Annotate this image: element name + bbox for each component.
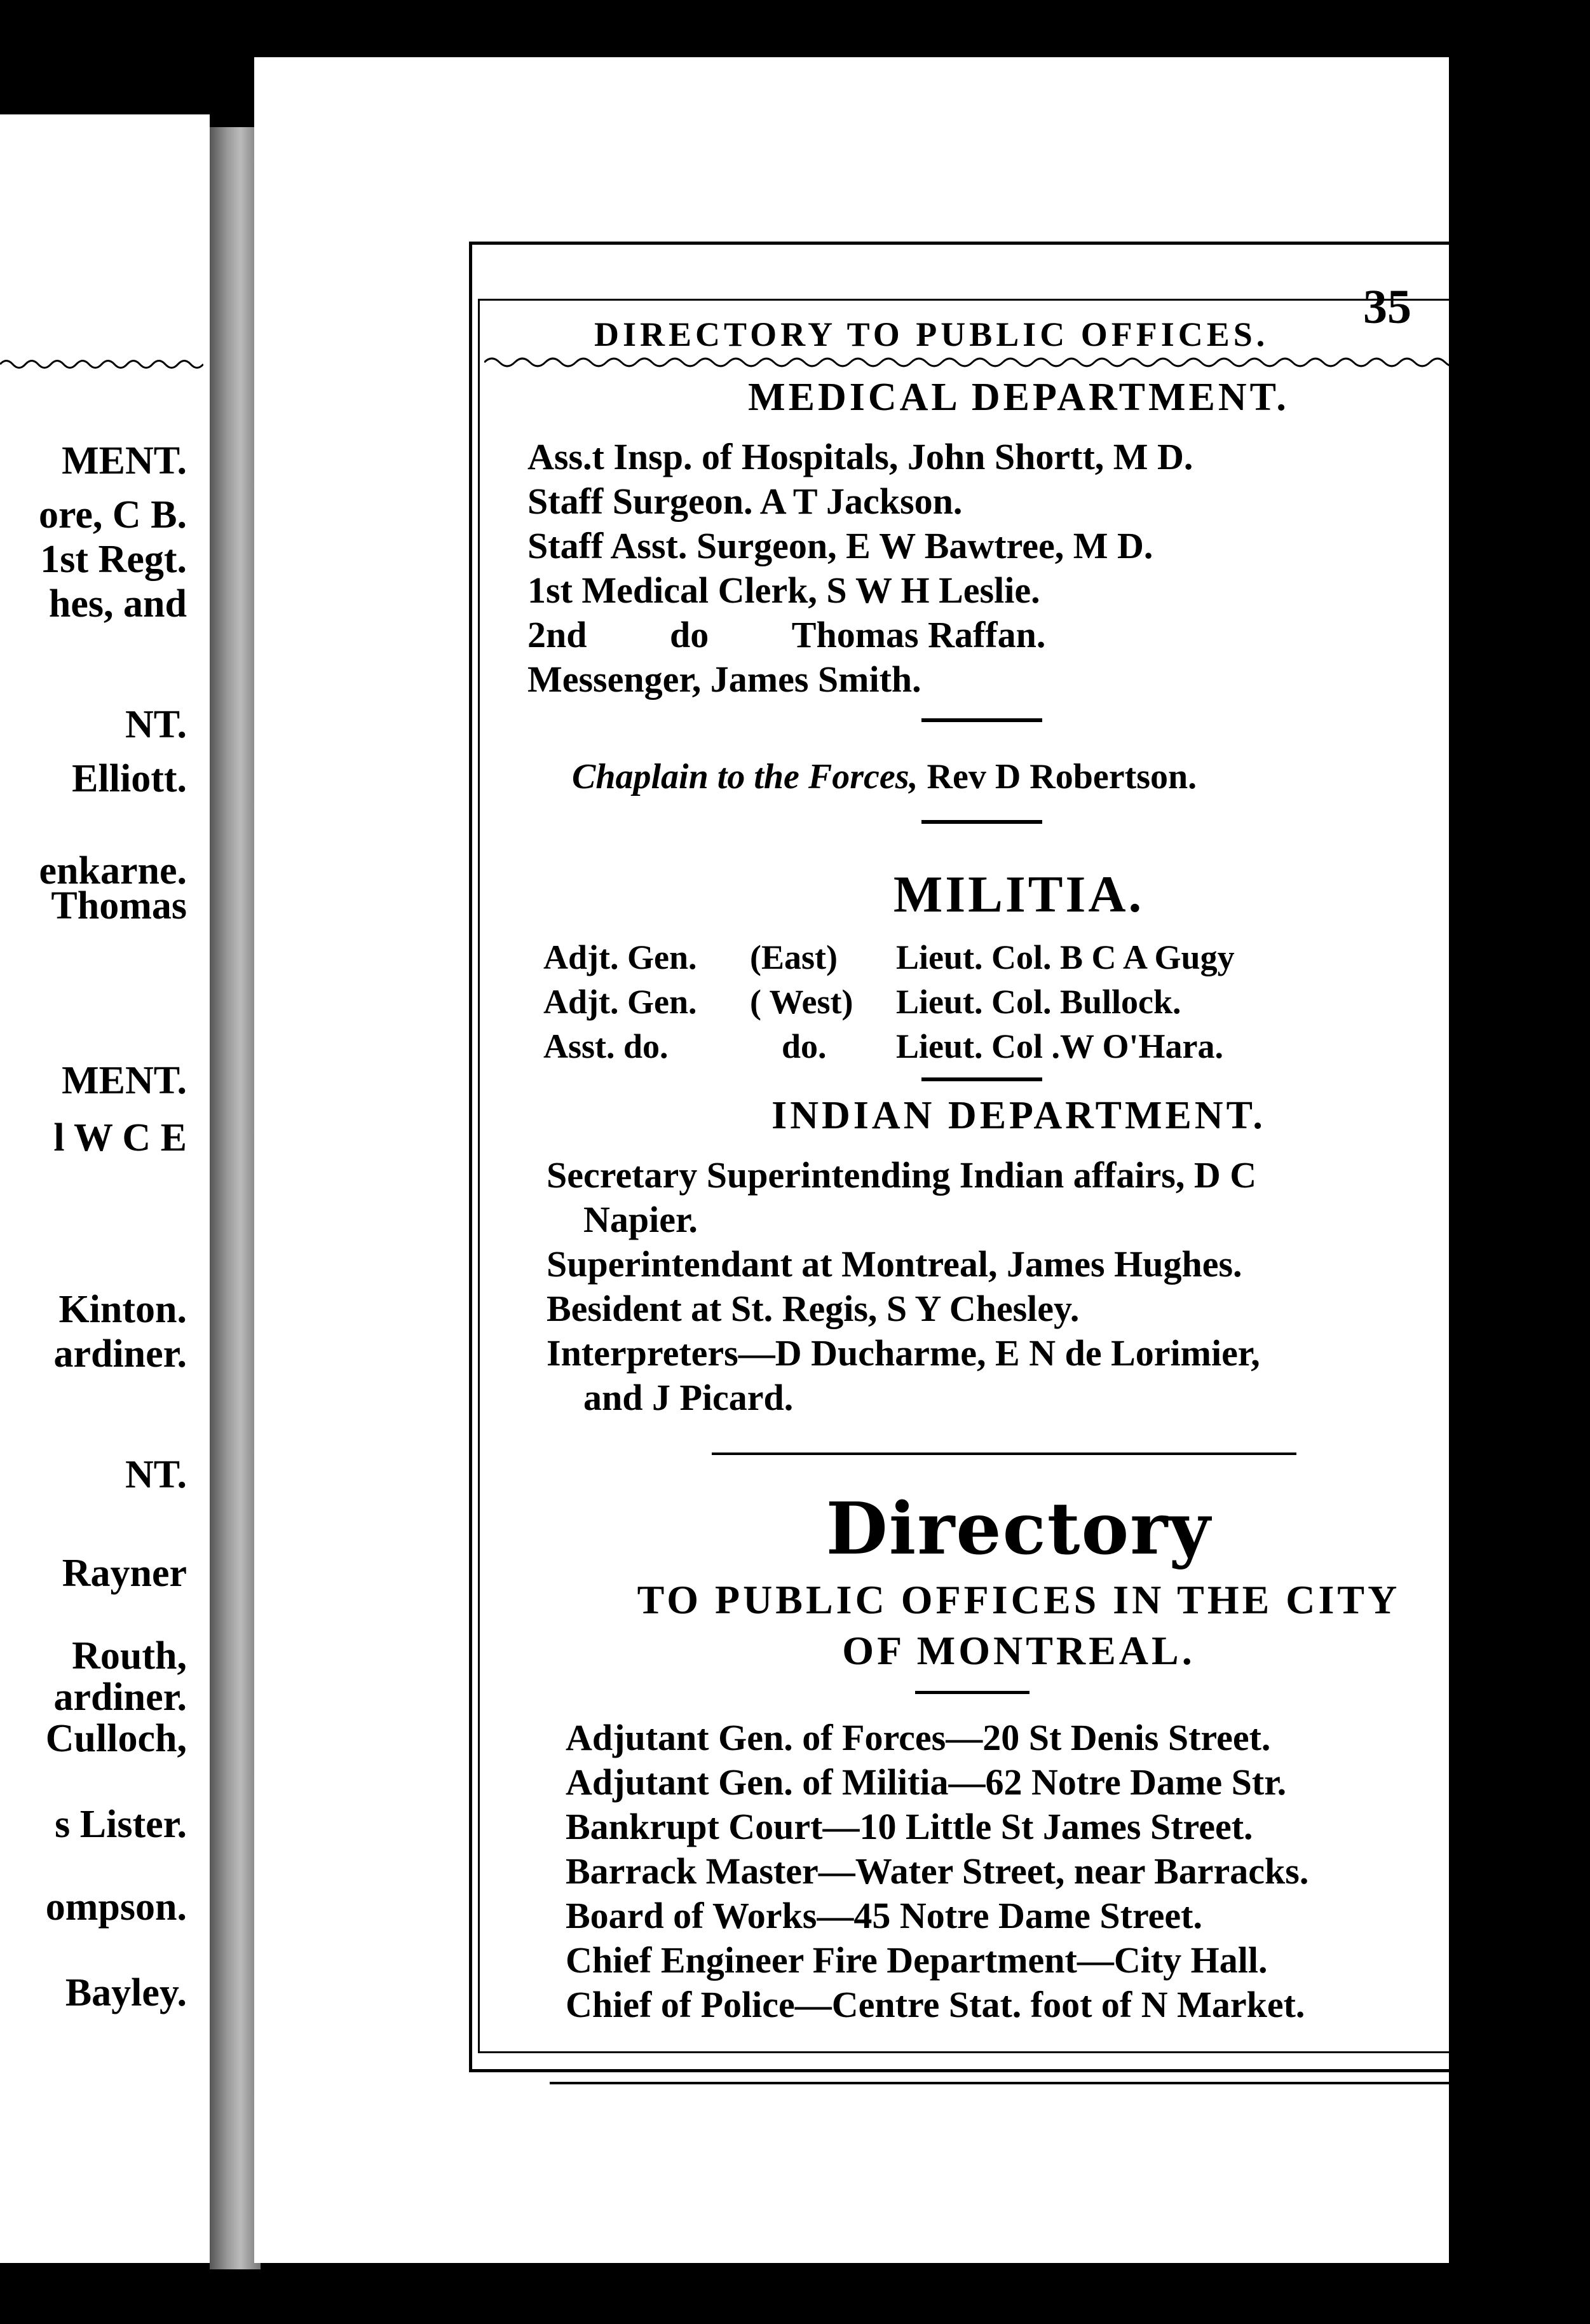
left-page-line: Culloch, [45,1717,187,1760]
directory-entry: Adjutant Gen. of Forces—20 St Denis Street. [566,1717,1271,1758]
directory-entry: Board of Works—45 Notre Dame Street. [566,1895,1202,1936]
chaplain-name: Rev D Robertson. [927,757,1197,796]
bottom-rule [550,2082,1554,2084]
militia-region: ( West) [750,983,853,1021]
medical-entry: 1st Medical Clerk, S W H Leslie. [527,570,1040,611]
militia-rank: Asst. do. [543,1027,669,1065]
left-page-line: Kinton. [58,1288,187,1331]
indian-entry: Besident at St. Regis, S Y Chesley. [547,1288,1080,1329]
militia-officer: Lieut. Col .W O'Hara. [896,1027,1224,1065]
militia-officer: Lieut. Col. B C A Gugy [896,938,1235,976]
running-header: DIRECTORY TO PUBLIC OFFICES. [594,315,1269,353]
left-page-line: ore, C B. [38,493,187,537]
left-page-line: Thomas [51,884,187,927]
left-page-line: ardiner. [53,1676,187,1719]
medical-entry: 2nd do Thomas Raffan. [527,614,1046,655]
left-page-line: MENT. [62,1059,187,1102]
left-page-line: Bayley. [65,1971,187,2014]
militia-region: do. [782,1027,827,1065]
left-page-line: NT. [125,1453,187,1496]
indian-entry: Interpreters—D Ducharme, E N de Lorimier, [547,1332,1260,1374]
medical-entry: Staff Surgeon. A T Jackson. [527,481,963,522]
long-rule [712,1452,1296,1455]
left-page-line: enkarne. [39,849,187,892]
section-rule [921,1077,1042,1081]
wavy-rule [0,356,203,373]
section-rule [915,1691,1029,1694]
directory-entry: Adjutant Gen. of Militia—62 Notre Dame Str. [566,1761,1287,1803]
left-page-line: Rayner [62,1552,187,1595]
section-rule [921,718,1042,722]
left-page-line: 1st Regt. [40,538,187,581]
directory-entry: Bankrupt Court—10 Little St James Street. [566,1806,1253,1847]
indian-entry: and J Picard. [547,1377,794,1418]
right-page [254,57,1449,2263]
militia-title: MILITIA. [893,865,1145,923]
directory-entry: Barrack Master—Water Street, near Barracks. [566,1850,1309,1892]
left-page-line: MENT. [62,439,187,482]
medical-entry: Messenger, James Smith. [527,659,921,700]
left-page-line: l W C E [53,1116,187,1159]
indian-entry: Napier. [547,1199,698,1240]
militia-rank: Adjt. Gen. [543,983,697,1021]
left-page-line: s Lister. [55,1803,187,1846]
left-page-line: NT. [125,703,187,746]
medical-entry: Staff Asst. Surgeon, E W Bawtree, M D. [527,525,1153,566]
header-wavy-rule [484,343,1533,369]
medical-entry: Ass.t Insp. of Hospitals, John Shortt, M D. [527,436,1193,477]
militia-officer: Lieut. Col. Bullock. [896,983,1181,1021]
left-page-line: hes, and [48,582,187,625]
indian-entry: Secretary Superintending Indian affairs, D C [547,1154,1257,1196]
left-page-fragment [0,114,210,2263]
left-page-line: ompson. [45,1885,187,1929]
medical-department-title: MEDICAL DEPARTMENT. [748,376,1289,419]
section-rule [921,820,1042,824]
left-page-line: ardiner. [53,1332,187,1376]
indian-department-title: INDIAN DEPARTMENT. [771,1094,1266,1137]
left-page-line: Elliott. [72,757,187,800]
directory-title: Directory [826,1487,1212,1571]
directory-entry: Chief Engineer Fire Department—City Hall. [566,1939,1268,1981]
directory-subtitle: TO PUBLIC OFFICES IN THE CITY [637,1577,1401,1622]
page-number: 35 [1363,280,1411,334]
left-page-line: Routh, [72,1634,187,1678]
directory-entry: Chief of Police—Centre Stat. foot of N Market. [566,1984,1305,2025]
book-gutter [210,127,261,2269]
militia-rank: Adjt. Gen. [543,938,697,976]
chaplain-line [572,756,1197,797]
militia-region: (East) [750,938,838,976]
indian-entry: Superintendant at Montreal, James Hughes. [547,1243,1242,1285]
chaplain-label: Chaplain to the Forces, [572,757,918,796]
directory-subtitle: OF MONTREAL. [842,1628,1195,1673]
